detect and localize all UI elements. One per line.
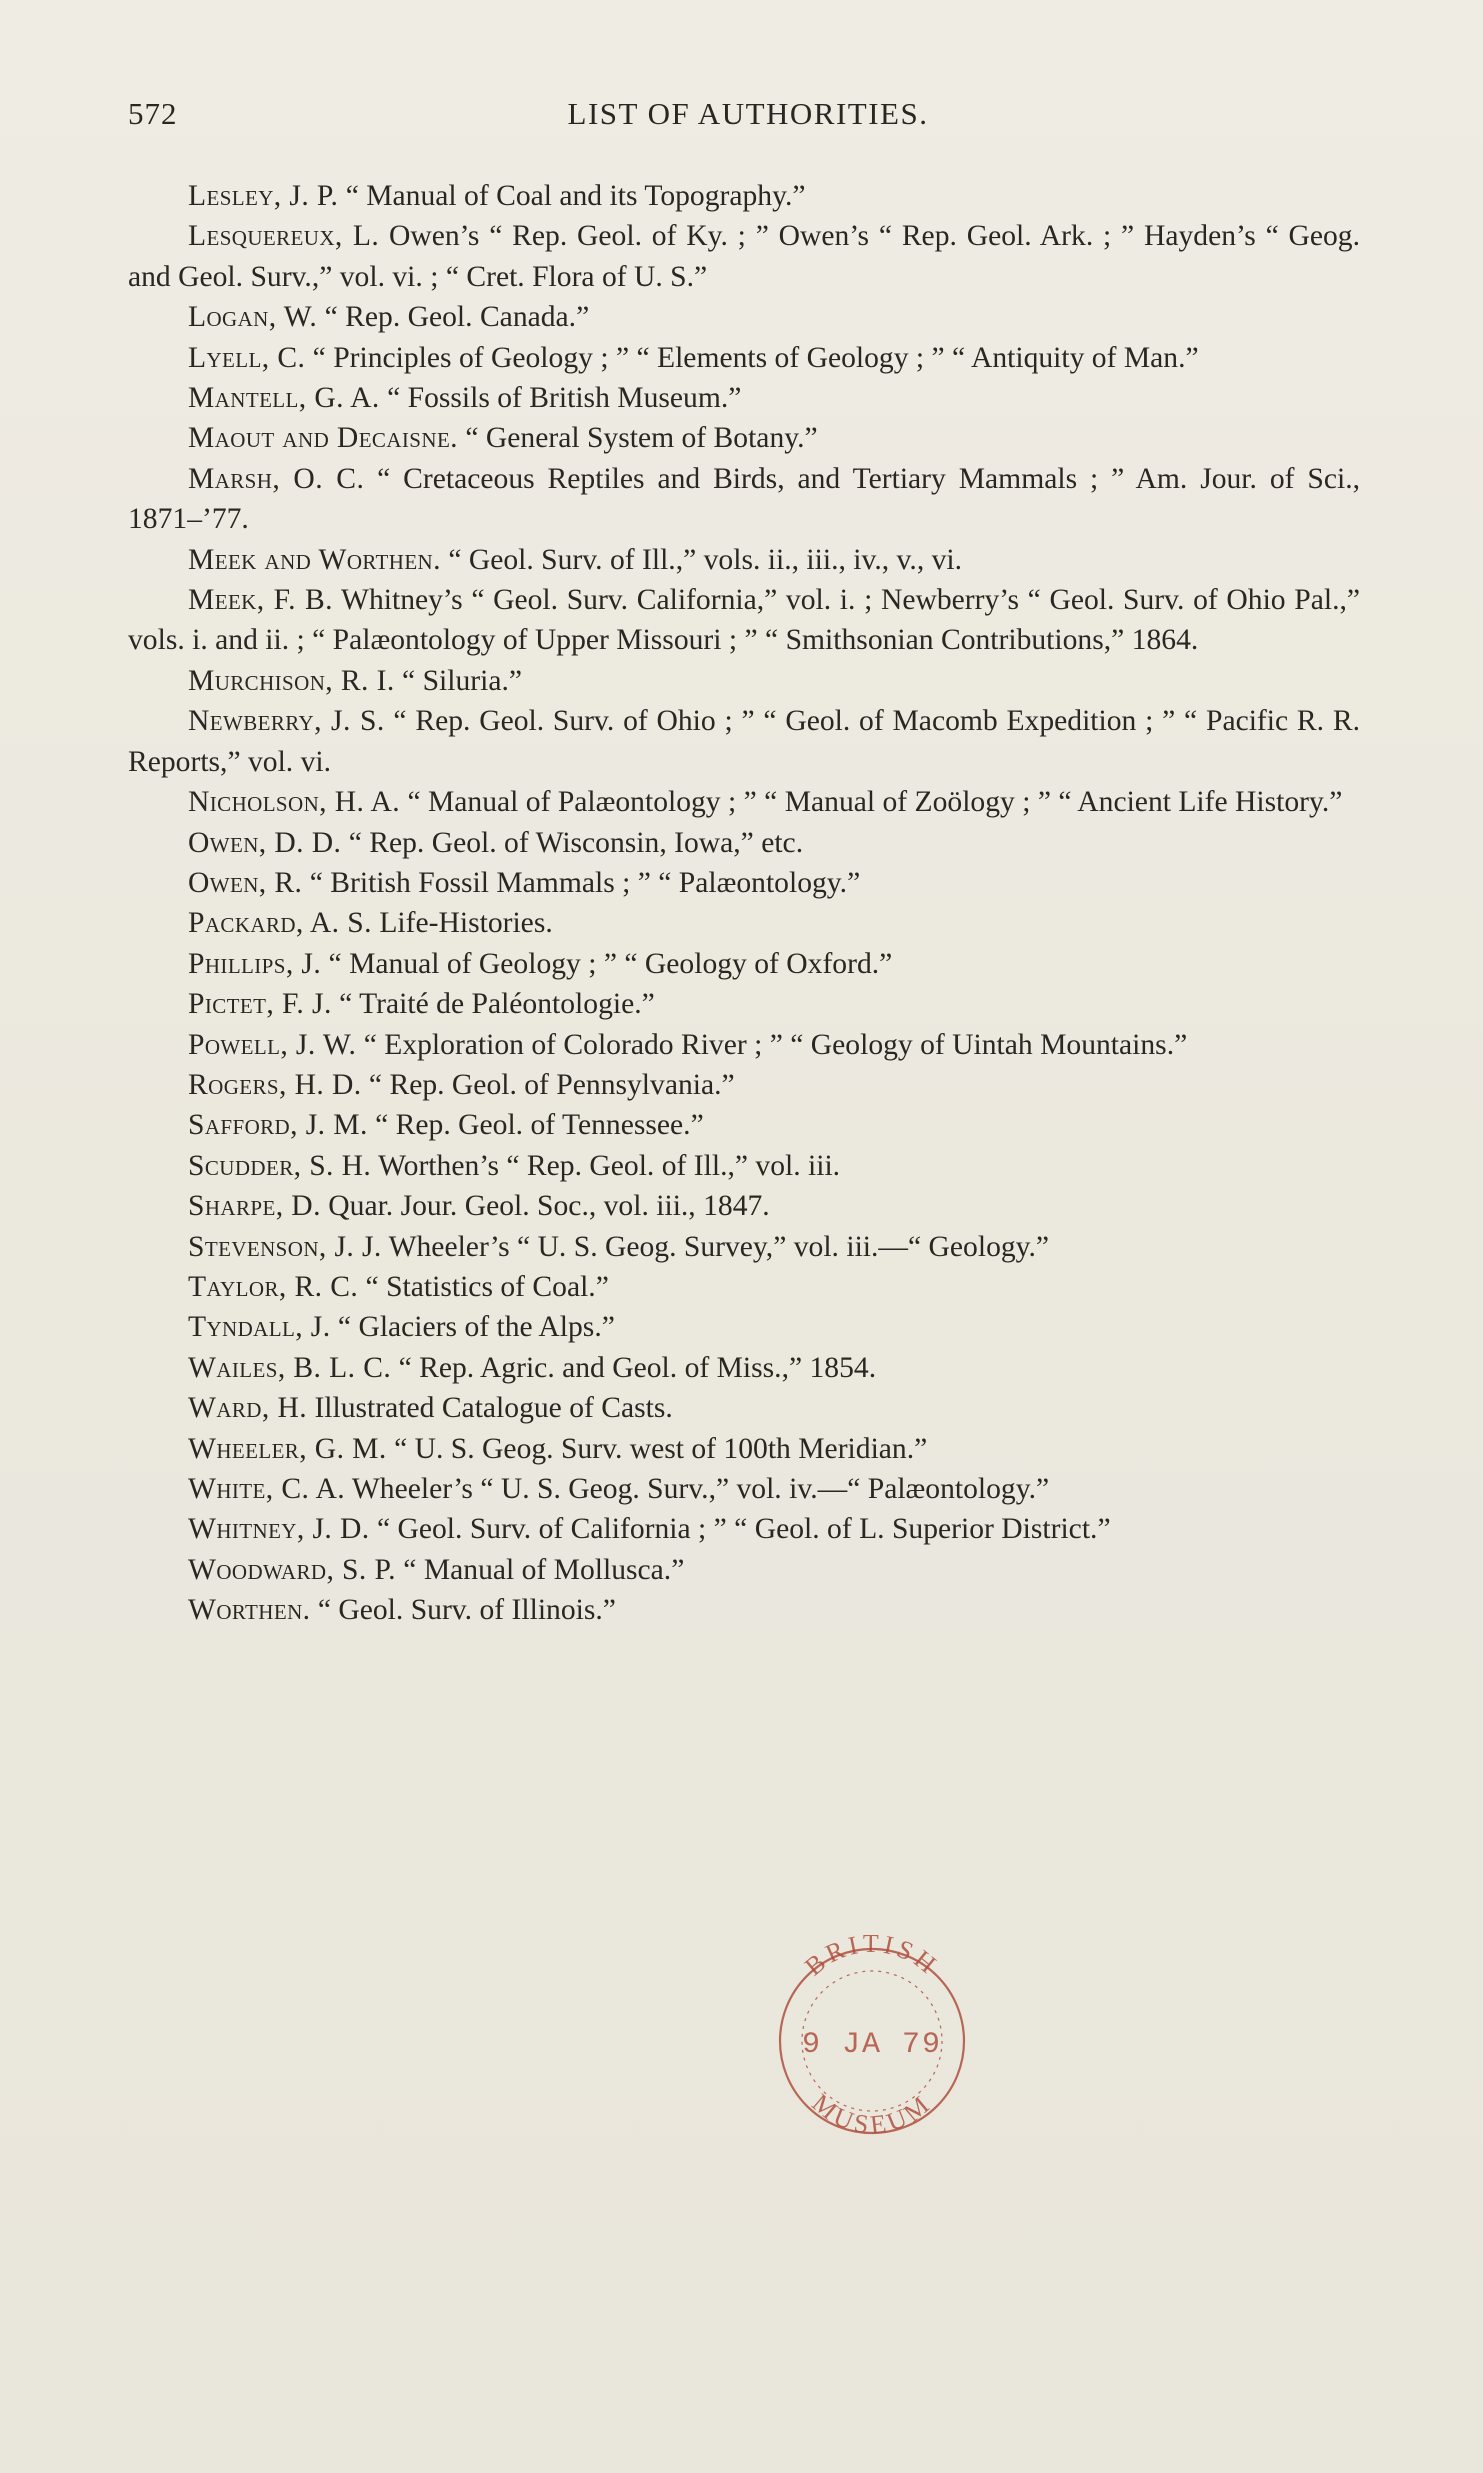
entry-author: White, C. A. <box>188 1473 346 1505</box>
authority-entry <box>128 944 1360 984</box>
authority-entry <box>128 1105 1360 1145</box>
entry-author: Newberry, J. S. <box>188 705 385 738</box>
authority-entry <box>128 1025 1360 1065</box>
authority-entry <box>128 1267 1360 1307</box>
entry-author: Stevenson, J. J. <box>188 1230 382 1263</box>
entry-text: “ U. S. Geog. Surv. west of 100th Meridian.” <box>386 1432 928 1465</box>
entry-text: “ British Fossil Mammals ; ” “ Palæontology.” <box>302 866 861 899</box>
entry-author: Scudder, S. H. <box>188 1149 372 1182</box>
entry-text: “ Rep. Geol. of Tennessee.” <box>367 1109 704 1142</box>
authority-entry <box>128 984 1360 1024</box>
page-header <box>128 96 1368 136</box>
entry-author: Nicholson, H. A. <box>188 786 401 819</box>
entry-text: “ Traité de Paléontologie.” <box>331 988 655 1021</box>
entry-text: “ Rep. Geol. of Pennsylvania.” <box>361 1068 735 1101</box>
entry-text: Life-Histories. <box>371 907 553 940</box>
entry-text: “ Cretaceous Reptiles and Birds, and Tertiary Mammals ; ” Am. Jour. of Sci., 1871–’77. <box>128 462 1360 536</box>
entry-author: Lyell, C. <box>188 341 306 374</box>
entry-text: “ Geol. Surv. of Ill.,” vols. ii., iii., iv., v., vi. <box>440 543 963 576</box>
authorities-list <box>128 176 1360 1631</box>
authority-entry <box>128 1429 1360 1469</box>
entry-text: “ Manual of Palæontology ; ” “ Manual of Zoölogy ; ” “ Ancient Life History.” <box>400 786 1343 819</box>
authority-entry <box>128 782 1360 822</box>
authority-entry <box>128 540 1360 580</box>
entry-author: Worthen. <box>188 1594 311 1627</box>
authority-entry <box>128 297 1360 337</box>
stamp-bottom-text: MUSEUM <box>806 2088 938 2140</box>
authority-entry <box>128 1307 1360 1347</box>
entry-text: Whitney’s “ Geol. Surv. California,” vol. i. ; Newberry’s “ Geol. Surv. of Ohio Pal.,” vols. i. and ii. ; “ Palæontology of Upper Missouri ; ” “ Smithsonian Contributions,” 1864. <box>128 584 1360 657</box>
entry-author: Pictet, F. J. <box>188 988 332 1021</box>
authority-entry <box>128 1065 1360 1105</box>
entry-text: “ Exploration of Colorado River ; ” “ Geology of Uintah Mountains.” <box>356 1028 1188 1061</box>
entry-author: Mantell, G. A. <box>188 382 380 415</box>
authority-entry <box>128 1146 1360 1186</box>
running-title: LIST OF AUTHORITIES. <box>567 96 929 131</box>
entry-text: Wheeler’s “ U. S. Geog. Survey,” vol. iii.—“ Geology.” <box>381 1230 1050 1263</box>
entry-author: Ward, H. <box>188 1392 308 1425</box>
entry-author: Wailes, B. L. C. <box>188 1351 392 1384</box>
authority-entry <box>128 378 1360 418</box>
authority-entry <box>128 1590 1360 1630</box>
entry-text: “ Principles of Geology ; ” “ Elements of Geology ; ” “ Antiquity of Man.” <box>305 341 1199 374</box>
entry-text: Worthen’s “ Rep. Geol. of Ill.,” vol. iii. <box>371 1149 841 1182</box>
authority-entry <box>128 661 1360 701</box>
entry-text: “ Fossils of British Museum.” <box>379 382 742 415</box>
authority-entry <box>128 1388 1360 1428</box>
entry-author: Meek and Worthen. <box>188 543 441 576</box>
entry-author: Lesley, J. P. <box>188 180 339 212</box>
entry-author: Powell, J. W. <box>188 1028 357 1061</box>
page-number: 572 <box>128 96 178 131</box>
entry-text: “ Geol. Surv. of California ; ” “ Geol. of L. Superior District.” <box>369 1513 1111 1546</box>
entry-text: “ Manual of Coal and its Topography.” <box>338 180 806 212</box>
authority-entry <box>128 459 1360 540</box>
entry-text: “ Rep. Geol. of Wisconsin, Iowa,” etc. <box>341 826 804 859</box>
entry-author: Meek, F. B. <box>188 584 333 617</box>
authority-entry <box>128 903 1360 943</box>
entry-author: Maout and Decaisne. <box>188 422 458 455</box>
entry-author: Safford, J. M. <box>188 1109 368 1142</box>
entry-text: “ Rep. Geol. Canada.” <box>317 301 590 334</box>
authority-entry <box>128 701 1360 782</box>
entry-text: Wheeler’s “ U. S. Geog. Surv.,” vol. iv.—“ Palæontology.” <box>345 1473 1050 1505</box>
authority-entry <box>128 1469 1360 1509</box>
entry-text: “ Siluria.” <box>394 664 523 697</box>
library-stamp <box>756 1935 986 2140</box>
authority-entry <box>128 1509 1360 1549</box>
authority-entry <box>128 176 1360 216</box>
entry-text: “ General System of Botany.” <box>457 422 818 455</box>
entry-author: Packard, A. S. <box>188 907 372 940</box>
entry-author: Lesquereux, L. <box>188 220 380 253</box>
entry-text: “ Manual of Geology ; ” “ Geology of Oxford.” <box>321 947 893 980</box>
authority-entry <box>128 418 1360 458</box>
entry-text: “ Rep. Geol. Surv. of Ohio ; ” “ Geol. of Macomb Expedition ; ” “ Pacific R. R. Reports,” vol. vi. <box>128 705 1360 778</box>
entry-text: “ Geol. Surv. of Illinois.” <box>310 1594 616 1627</box>
authority-entry <box>128 338 1360 378</box>
entry-author: Marsh, O. C. <box>188 462 365 495</box>
entry-text: “ Rep. Agric. and Geol. of Miss.,” 1854. <box>391 1351 877 1384</box>
entry-text: Illustrated Catalogue of Casts. <box>307 1392 673 1425</box>
entry-author: Phillips, J. <box>188 947 322 980</box>
stamp-top-text: BRITISH <box>799 1935 945 1982</box>
entry-text: “ Glaciers of the Alps.” <box>330 1311 615 1344</box>
entry-author: Sharpe, D. <box>188 1190 321 1223</box>
entry-author: Whitney, J. D. <box>188 1513 370 1546</box>
entry-author: Tyndall, J. <box>188 1311 331 1344</box>
entry-author: Taylor, R. C. <box>188 1270 359 1303</box>
entry-text: Owen’s “ Rep. Geol. of Ky. ; ” Owen’s “ Rep. Geol. Ark. ; ” Hayden’s “ Geog. and Geol. Surv.,” vol. vi. ; “ Cret. Flora of U. S.” <box>128 220 1361 293</box>
entry-author: Woodward, S. P. <box>188 1553 396 1586</box>
authority-entry <box>128 863 1360 903</box>
authority-entry <box>128 1550 1360 1590</box>
entry-author: Logan, W. <box>188 301 318 334</box>
entry-author: Wheeler, G. M. <box>188 1432 387 1465</box>
entry-author: Murchison, R. I. <box>188 664 395 697</box>
authority-entry <box>128 580 1360 661</box>
entry-author: Owen, D. D. <box>188 826 342 859</box>
authority-entry <box>128 1227 1360 1267</box>
authority-entry <box>128 216 1360 297</box>
authority-entry <box>128 1348 1360 1388</box>
authority-entry <box>128 1186 1360 1226</box>
entry-text: Quar. Jour. Geol. Soc., vol. iii., 1847. <box>320 1190 770 1223</box>
entry-text: “ Statistics of Coal.” <box>358 1270 609 1303</box>
authority-entry <box>128 823 1360 863</box>
entry-author: Owen, R. <box>188 866 303 899</box>
entry-text: “ Manual of Mollusca.” <box>395 1553 685 1586</box>
entry-author: Rogers, H. D. <box>188 1068 362 1101</box>
stamp-date: 9 JA 79 <box>801 2028 943 2062</box>
